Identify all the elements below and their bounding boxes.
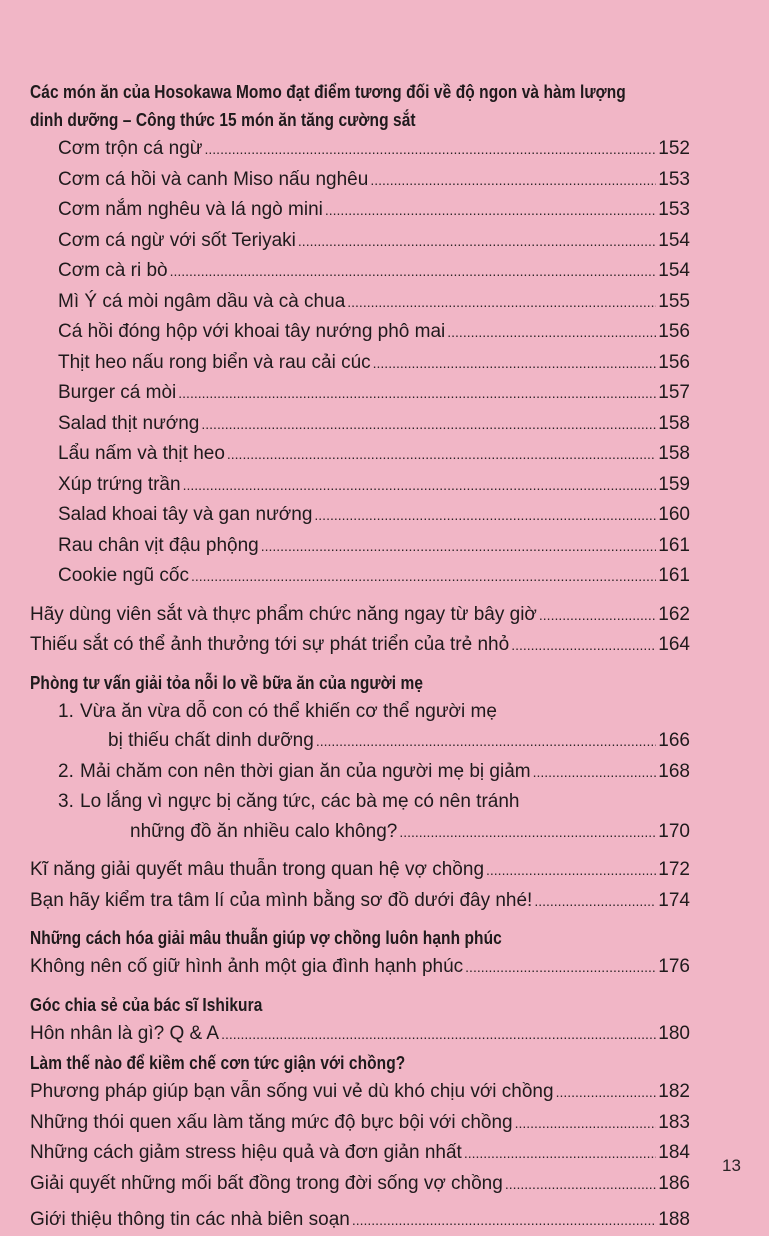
page-number: 13 xyxy=(722,1156,741,1175)
toc-entry[interactable]: Xúp trứng trần ..... 159 xyxy=(30,470,690,501)
toc-entry[interactable]: Rau chân vịt đậu phộng ..... 161 xyxy=(30,531,690,562)
toc-entry-continuation[interactable]: bị thiếu chất dinh dưỡng ..... 166 xyxy=(30,726,690,757)
toc-entry[interactable]: Giải quyết những mối bất đồng trong đời sống vợ chồng ..... 186 xyxy=(30,1169,690,1200)
toc-entry[interactable]: Burger cá mòi ..... 157 xyxy=(30,378,690,409)
toc-entry[interactable]: Không nên cố giữ hình ảnh một gia đình hạnh phúc ..... 176 xyxy=(30,952,690,983)
toc-numbered-entry[interactable]: 1. Vừa ăn vừa dỗ con có thể khiến cơ thể người mẹ xyxy=(58,700,497,722)
toc-entry-continuation[interactable]: những đồ ăn nhiều calo không? ..... 170 xyxy=(30,817,690,848)
toc-numbered-entry[interactable]: 3. Lo lắng vì ngực bị căng tức, các bà mẹ có nên tránh xyxy=(58,791,520,812)
toc-entry[interactable]: Bạn hãy kiểm tra tâm lí của mình bằng sơ đồ dưới đây nhé! ..... 174 xyxy=(30,886,690,917)
toc-entry[interactable]: Lẩu nấm và thịt heo ..... 158 xyxy=(30,439,690,470)
toc-entry[interactable]: Cá hồi đóng hộp với khoai tây nướng phô mai ..... 156 xyxy=(30,317,690,348)
toc-entry[interactable]: Salad khoai tây và gan nướng ..... 160 xyxy=(30,500,690,531)
toc-entry[interactable]: Cơm trộn cá ngừ ..... 152 xyxy=(30,134,690,165)
toc-entry[interactable]: Cơm cà ri bò ..... 154 xyxy=(30,256,690,287)
toc-entry[interactable]: Mì Ý cá mòi ngâm dầu và cà chua ..... 155 xyxy=(30,287,690,318)
toc-entry[interactable]: Giới thiệu thông tin các nhà biên soạn ..... 188 xyxy=(30,1205,690,1236)
toc-entry[interactable]: Những thói quen xấu làm tăng mức độ bực bội với chồng ..... 183 xyxy=(30,1108,690,1139)
toc-entry[interactable]: Thịt heo nấu rong biển và rau cải cúc ..... 156 xyxy=(30,348,690,379)
toc-entry[interactable]: Những cách giảm stress hiệu quả và đơn giản nhất ..... 184 xyxy=(30,1138,690,1169)
toc-entry[interactable]: Salad thịt nướng ..... 158 xyxy=(30,409,690,440)
section-heading-doctor: Góc chia sẻ của bác sĩ Ishikura xyxy=(30,994,263,1015)
section-heading-recipes: Các món ăn của Hosokawa Momo đạt điểm tương đối về độ ngon và hàm lượng dinh dưỡng – Công thức 15 món ăn tăng cường sắt xyxy=(30,82,626,130)
toc-entry[interactable]: Cơm cá ngừ với sốt Teriyaki ..... 154 xyxy=(30,226,690,257)
toc-entry[interactable]: Cơm cá hồi và canh Miso nấu nghêu ..... 153 xyxy=(30,165,690,196)
toc-entry[interactable]: Cơm nắm nghêu và lá ngò mini ..... 153 xyxy=(30,195,690,226)
toc-entry[interactable]: Thiếu sắt có thể ảnh thưởng tới sự phát triển của trẻ nhỏ ..... 164 xyxy=(30,630,690,661)
recipe-list xyxy=(30,134,690,592)
toc-entry[interactable]: Cookie ngũ cốc ..... 161 xyxy=(30,561,690,592)
table-of-contents xyxy=(30,78,690,1236)
toc-entry[interactable]: Kĩ năng giải quyết mâu thuẫn trong quan hệ vợ chồng ..... 172 xyxy=(30,855,690,886)
toc-entry[interactable]: Hãy dùng viên sắt và thực phẩm chức năng ngay từ bây giờ ..... 162 xyxy=(30,600,690,631)
toc-numbered-entry[interactable]: 2. Mải chăm con nên thời gian ăn của người mẹ bị giảm ..... 168 xyxy=(30,757,690,788)
section-heading-marriage: Những cách hóa giải mâu thuẫn giúp vợ chồng luôn hạnh phúc xyxy=(30,928,502,948)
toc-entry[interactable]: Phương pháp giúp bạn vẫn sống vui vẻ dù khó chịu với chồng ..... 182 xyxy=(30,1077,690,1108)
section-heading-consulting: Phòng tư vấn giải tỏa nỗi lo về bữa ăn của người mẹ xyxy=(30,672,424,693)
toc-entry[interactable]: Hôn nhân là gì? Q & A ..... 180 xyxy=(30,1019,690,1050)
section-heading-anger: Làm thế nào để kiềm chế cơn tức giận với chồng? xyxy=(30,1053,406,1073)
